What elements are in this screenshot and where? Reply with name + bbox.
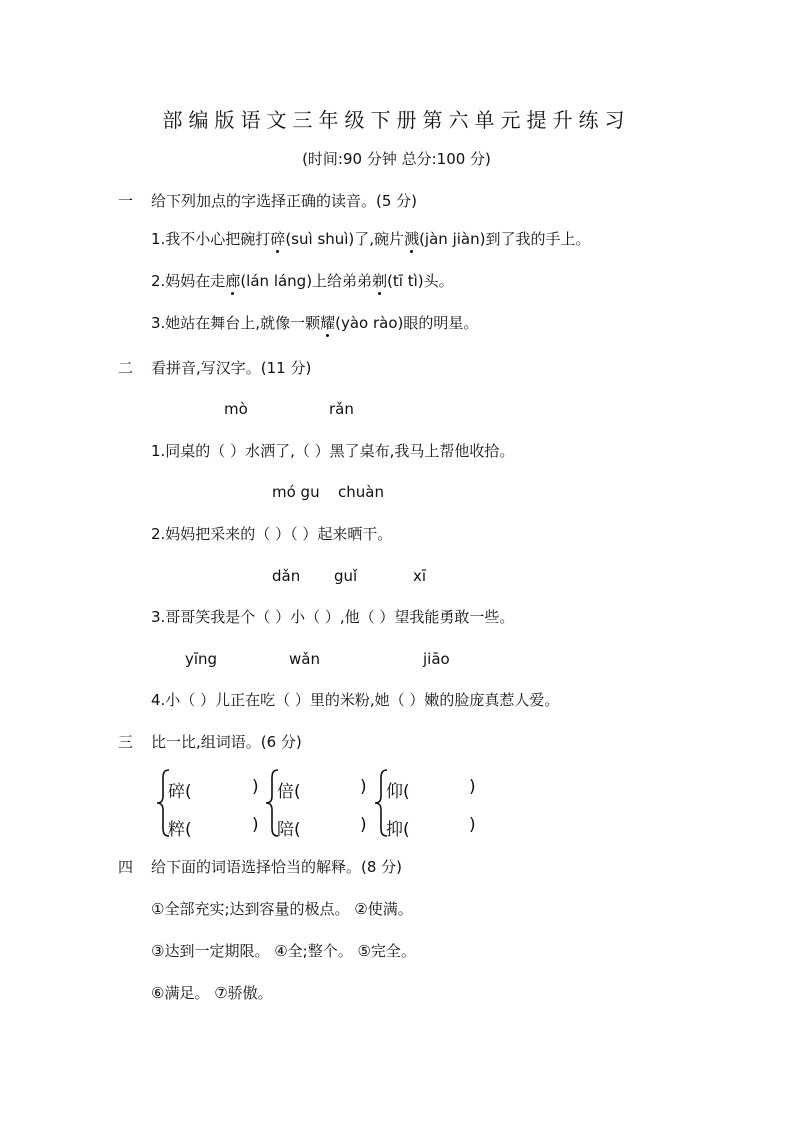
- item-text: 2.妈妈在走: [151, 272, 226, 290]
- section-2-title: 看拼音,写汉字。(11 分): [151, 359, 312, 377]
- compare-char: 抑(: [386, 820, 410, 840]
- definition-line: ③达到一定期限。 ④全;整个。 ⑤完全。: [151, 942, 416, 960]
- section-1-number: 一: [118, 192, 134, 210]
- blank-close: ): [360, 815, 367, 835]
- dotted-char: 剃: [372, 272, 388, 290]
- blank-close: ): [360, 777, 367, 797]
- item-text: 3.她站在舞台上,就像一颗: [151, 314, 321, 332]
- pinyin-label: mó gu: [272, 483, 320, 501]
- pinyin-label: dǎn: [272, 567, 301, 585]
- section-1-title: 给下列加点的字选择正确的读音。(5 分): [151, 192, 418, 210]
- section-2-item-2: 2.妈妈把采来的（ ）（ ）起来晒干。: [151, 525, 393, 543]
- blank-close: ): [469, 777, 476, 797]
- pinyin-label: yīng: [185, 650, 218, 668]
- compare-char: 碎(: [168, 782, 192, 802]
- dotted-char: 碎: [270, 230, 286, 248]
- pinyin-label: wǎn: [289, 650, 320, 668]
- page-title: 部编版语文三年级下册第六单元提升练习: [162, 108, 631, 132]
- compare-char: 陪(: [277, 820, 301, 840]
- item-text: (lán láng)上给弟弟: [240, 272, 373, 290]
- section-1-item-3: [151, 313, 478, 333]
- definition-line: ①全部充实;达到容量的极点。 ②使满。: [151, 900, 413, 918]
- dotted-char: 耀: [320, 314, 336, 332]
- pinyin-label: rǎn: [329, 400, 354, 418]
- section-2-item-4: 4.小（ ）儿正在吃（ ）里的米粉,她（ ）嫩的脸庞真惹人爱。: [151, 691, 560, 709]
- pinyin-label: mò: [224, 400, 248, 418]
- item-text: (tī tì)头。: [387, 272, 454, 290]
- section-1-item-2: [151, 271, 454, 291]
- pinyin-label: xī: [413, 567, 427, 585]
- section-4-title: 给下面的词语选择恰当的解释。(8 分): [151, 858, 403, 876]
- blank-close: ): [252, 815, 259, 835]
- section-2-item-1: 1.同桌的（ ）水洒了,（ ）黑了桌布,我马上帮他收拾。: [151, 442, 515, 460]
- compare-char: 粹(: [168, 820, 192, 840]
- pinyin-label: chuàn: [338, 483, 384, 501]
- section-1-item-1: [151, 229, 590, 249]
- definition-line: ⑥满足。 ⑦骄傲。: [151, 984, 273, 1002]
- blank-close: ): [252, 777, 259, 797]
- item-text: (yào rào)眼的明星。: [335, 314, 479, 332]
- section-4-number: 四: [118, 858, 134, 876]
- page-subtitle: (时间:90 分钟 总分:100 分): [302, 150, 491, 168]
- compare-char: 仰(: [386, 782, 410, 802]
- item-text: (jàn jiàn)到了我的手上。: [419, 230, 591, 248]
- dotted-char: 廊: [225, 272, 241, 290]
- section-3-title: 比一比,组词语。(6 分): [151, 733, 302, 751]
- blank-close: ): [469, 815, 476, 835]
- compare-char: 倍(: [277, 782, 301, 802]
- section-3-number: 三: [118, 733, 134, 751]
- pinyin-label: jiāo: [423, 650, 450, 668]
- item-text: (suì shuì)了,碗片: [285, 230, 405, 248]
- pinyin-label: guǐ: [334, 567, 358, 585]
- item-text: 1.我不小心把碗打: [151, 230, 271, 248]
- section-2-item-3: 3.哥哥笑我是个（ ）小（ ）,他（ ）望我能勇敢一些。: [151, 608, 515, 626]
- section-2-number: 二: [118, 359, 134, 377]
- dotted-char: 溅: [404, 230, 420, 248]
